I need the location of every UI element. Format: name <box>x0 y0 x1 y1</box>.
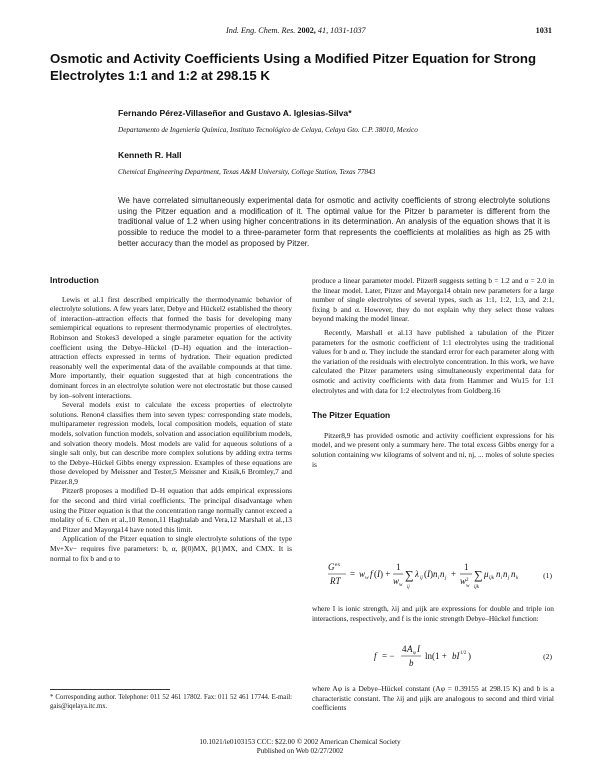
journal-year: 2002, <box>297 26 316 35</box>
svg-text:∑: ∑ <box>405 568 414 582</box>
svg-text:ijk: ijk <box>489 576 494 581</box>
svg-text:(: ( <box>424 569 427 579</box>
svg-text:RT: RT <box>330 576 341 586</box>
svg-text:ij: ij <box>420 576 423 581</box>
svg-text:n: n <box>440 569 445 579</box>
svg-text:n: n <box>503 569 508 579</box>
svg-text:f: f <box>374 651 377 661</box>
svg-text:b: b <box>409 658 414 668</box>
svg-text:2: 2 <box>466 578 469 583</box>
right-column-bottom <box>312 684 554 713</box>
left-column <box>50 276 292 563</box>
svg-text:=: = <box>350 569 356 579</box>
svg-text:j: j <box>445 576 447 581</box>
svg-text:1: 1 <box>464 562 469 572</box>
svg-text:i: i <box>438 576 440 581</box>
authors-primary: Fernando Pérez-Villaseñor and Gustavo A. Iglesias-Silva* <box>118 108 352 118</box>
right-paragraph-2: Recently, Marshall et al.13 have published a tabulation of the Pitzer parameters for the osmotic coefficient of 1:1 electrolytes using the traditional values for b and α. They include the standard error for each parameter along with the variation of the residuals with electrolyte concentration. In this work, we have calculated the Pitzer parameters using simultaneously experimental data for osmotic and activity coefficients with data from Hammer and Wu15 for 1:1 electrolytes and with data for 1:2 electrolytes from Goldberg.16 <box>312 327 554 395</box>
svg-text:1/2: 1/2 <box>460 651 467 656</box>
intro-paragraph-3: Pitzer8 proposes a modified D–H equation that adds empirical expressions for the second and third virial coefficients. The principal disadvantage when using the Pitzer equation is that the concentration range normally cannot exceed a molality of 6. Chen et al.,10 Renon,11 Haghtalab and Vera,12 Marshall et al.,13 and Pitzer and Mayorga14 have noted this limit. <box>50 486 292 534</box>
svg-text:i: i <box>501 576 503 581</box>
svg-text:w: w <box>466 584 470 589</box>
svg-text:ex: ex <box>335 562 341 568</box>
paper-title: Osmotic and Activity Coefficients Using a Modified Pitzer Equation for Strong Electrolytes 1:1 and 1:2 at 298.15 K <box>50 51 537 83</box>
journal-pages: 1031-1037 <box>330 26 366 35</box>
svg-text:ijk: ijk <box>474 585 479 590</box>
svg-text:): ) <box>430 569 433 579</box>
footnote-rule <box>50 689 170 690</box>
abstract: We have correlated simultaneously experimental data for osmotic and activity coefficients of strong electrolyte solutions using the Pitzer equation and a modification of it. The optimal value for the Pitzer b parameter is different from the traditional value of 1.2 when using higher concentrations in its determination. An analysis of the equation shows that it is possible to reduce the model to a three-parameter form that represents the coefficients at molalities as high as 25 with better accuracy than the model as proposed by Pitzer. <box>118 196 550 248</box>
published-date: Published on Web 02/27/2002 <box>256 746 344 755</box>
svg-text:I: I <box>377 569 380 579</box>
authors-secondary: Kenneth R. Hall <box>118 150 182 160</box>
svg-text:G: G <box>328 562 335 572</box>
intro-paragraph-2: Several models exist to calculate the excess properties of electrolyte solutions. Renon4 classifies them into seven types: corresponding state models, multiparameter regression models, local composition models, equation of state models, solvation function models, solvation and association equilibrium models, and solvation theory models. Most models are valid for aqueous solutions of a single salt only, but can describe more complex solutions by adding extra terms to the Debye–Hückel Gibbs energy expression. Examples of these equations are those developed by Meissner and Tester,5 Meissner and Kusik,6 Bromley,7 and Pitzer.8,9 <box>50 400 292 486</box>
svg-text:n: n <box>433 569 438 579</box>
svg-text:w: w <box>399 583 403 588</box>
svg-text:ij: ij <box>407 585 410 590</box>
publication-footer <box>0 738 600 755</box>
pitzer-paragraph-3: where Aφ is a Debye–Hückel constant (Aφ = 0.39155 at 298.15 K) and b is a characteristic constant. The λij and μijk are analogous to second and third virial coefficients <box>312 684 554 713</box>
svg-text:4: 4 <box>402 644 407 654</box>
right-column <box>312 276 554 469</box>
corresponding-author-footnote: * Corresponding author. Telephone: 011 52 461 17802. Fax: 011 52 461 17744. E-mail: gais@iqelaya.itc.mx. <box>50 694 292 710</box>
equation-2 <box>326 640 554 674</box>
section-heading-introduction: Introduction <box>50 275 99 285</box>
pitzer-paragraph-1: Pitzer8,9 has provided osmotic and activity coefficient expressions for his model, and we present only a summary here. The total excess Gibbs energy for a solution containing ww kilograms of solvent and ni, nj, ... moles of solute species is <box>312 430 554 469</box>
svg-text:A: A <box>407 644 413 654</box>
svg-text:n: n <box>511 569 516 579</box>
intro-paragraph-1: Lewis et al.1 first described empirically the thermodynamic behavior of electrolyte solutions. A few years later, Debye and Hückel2 established the theory of interaction–attraction effects that formed the basis for developing many semiempirical equations to represent thermodynamic properties of electrolytes. Robinson and Stokes3 developed a single parameter equation for the activity coefficient using the Debye–Hückel (D–H) equation and the interaction–attraction effects expressed in terms of hydration. Their equation predicted reasonably well the experimental data of the available compounds at that time. More importantly, their equation suggested that at high concentrations the dominant forces in an electrolyte solution were not electrostatic but those caused by ion–solvent interactions. <box>50 294 292 400</box>
svg-text:I: I <box>427 569 430 579</box>
equation-2-graphic <box>326 640 554 674</box>
svg-text:ln(1 +: ln(1 + <box>425 651 447 661</box>
svg-text:w: w <box>365 575 369 581</box>
svg-text:(: ( <box>374 569 377 579</box>
svg-text:I: I <box>417 644 420 654</box>
svg-text:+: + <box>451 569 457 579</box>
affiliation-celaya: Departamento de Ingeniería Química, Instituto Tecnológico de Celaya, Celaya Gto. C.P. 38010, Mexico <box>118 126 418 134</box>
svg-text:λ: λ <box>415 569 419 579</box>
pitzer-paragraph-2: where I is ionic strength, λij and μijk are expressions for double and triple ion interactions, respectively, and f is the ionic strength Debye–Hückel function: <box>312 604 554 623</box>
svg-text:μ: μ <box>484 569 489 579</box>
svg-text:w: w <box>460 576 467 586</box>
svg-text:φ: φ <box>413 651 416 656</box>
svg-text:) +: ) + <box>380 569 391 579</box>
svg-text:= −: = − <box>382 651 395 661</box>
equation-1-number: (1) <box>543 571 552 580</box>
svg-text:f: f <box>370 569 373 579</box>
equation-1-graphic <box>326 556 554 596</box>
svg-text:): ) <box>468 651 471 661</box>
equation-1 <box>326 556 554 596</box>
journal-name: Ind. Eng. Chem. Res. <box>226 26 296 35</box>
section-heading-pitzer: The Pitzer Equation <box>312 410 391 421</box>
intro-paragraph-4: Application of the Pitzer equation to single electrolyte solutions of the type Mν+Xν− requires five parameters: b, α, β(0)MX, β(1)MX, and CMX. It is normal to fix b and α to <box>50 534 292 563</box>
svg-text:w: w <box>393 576 400 586</box>
affiliation-tamu: Chemical Engineering Department, Texas A&M University, College Station, Texas 77843 <box>118 168 376 176</box>
journal-volume: 41, <box>317 26 329 35</box>
running-header <box>226 26 366 35</box>
page-number: 1031 <box>535 26 552 35</box>
right-column-lower <box>312 604 554 623</box>
doi-line: 10.1021/ie0103153 CCC: $22.00 © 2002 American Chemical Society <box>199 738 401 746</box>
svg-text:1: 1 <box>396 562 401 572</box>
svg-text:w: w <box>359 569 366 579</box>
svg-text:j: j <box>508 576 510 581</box>
svg-text:bI: bI <box>452 651 460 661</box>
svg-text:n: n <box>496 569 501 579</box>
equation-2-number: (2) <box>543 652 552 661</box>
svg-text:k: k <box>516 576 519 581</box>
right-paragraph-1: produce a linear parameter model. Pitzer8 suggests setting b = 1.2 and α = 2.0 in the linear model. Later, Pitzer and Mayorga14 obtain new parameters for a large number of single electrolytes of several types, such as 1:1, 1:2, 1:3, and 2:1, fixing b and α. However, they do not explain why they select those values beyond making the model linear. <box>312 276 554 324</box>
svg-text:∑: ∑ <box>474 568 483 582</box>
